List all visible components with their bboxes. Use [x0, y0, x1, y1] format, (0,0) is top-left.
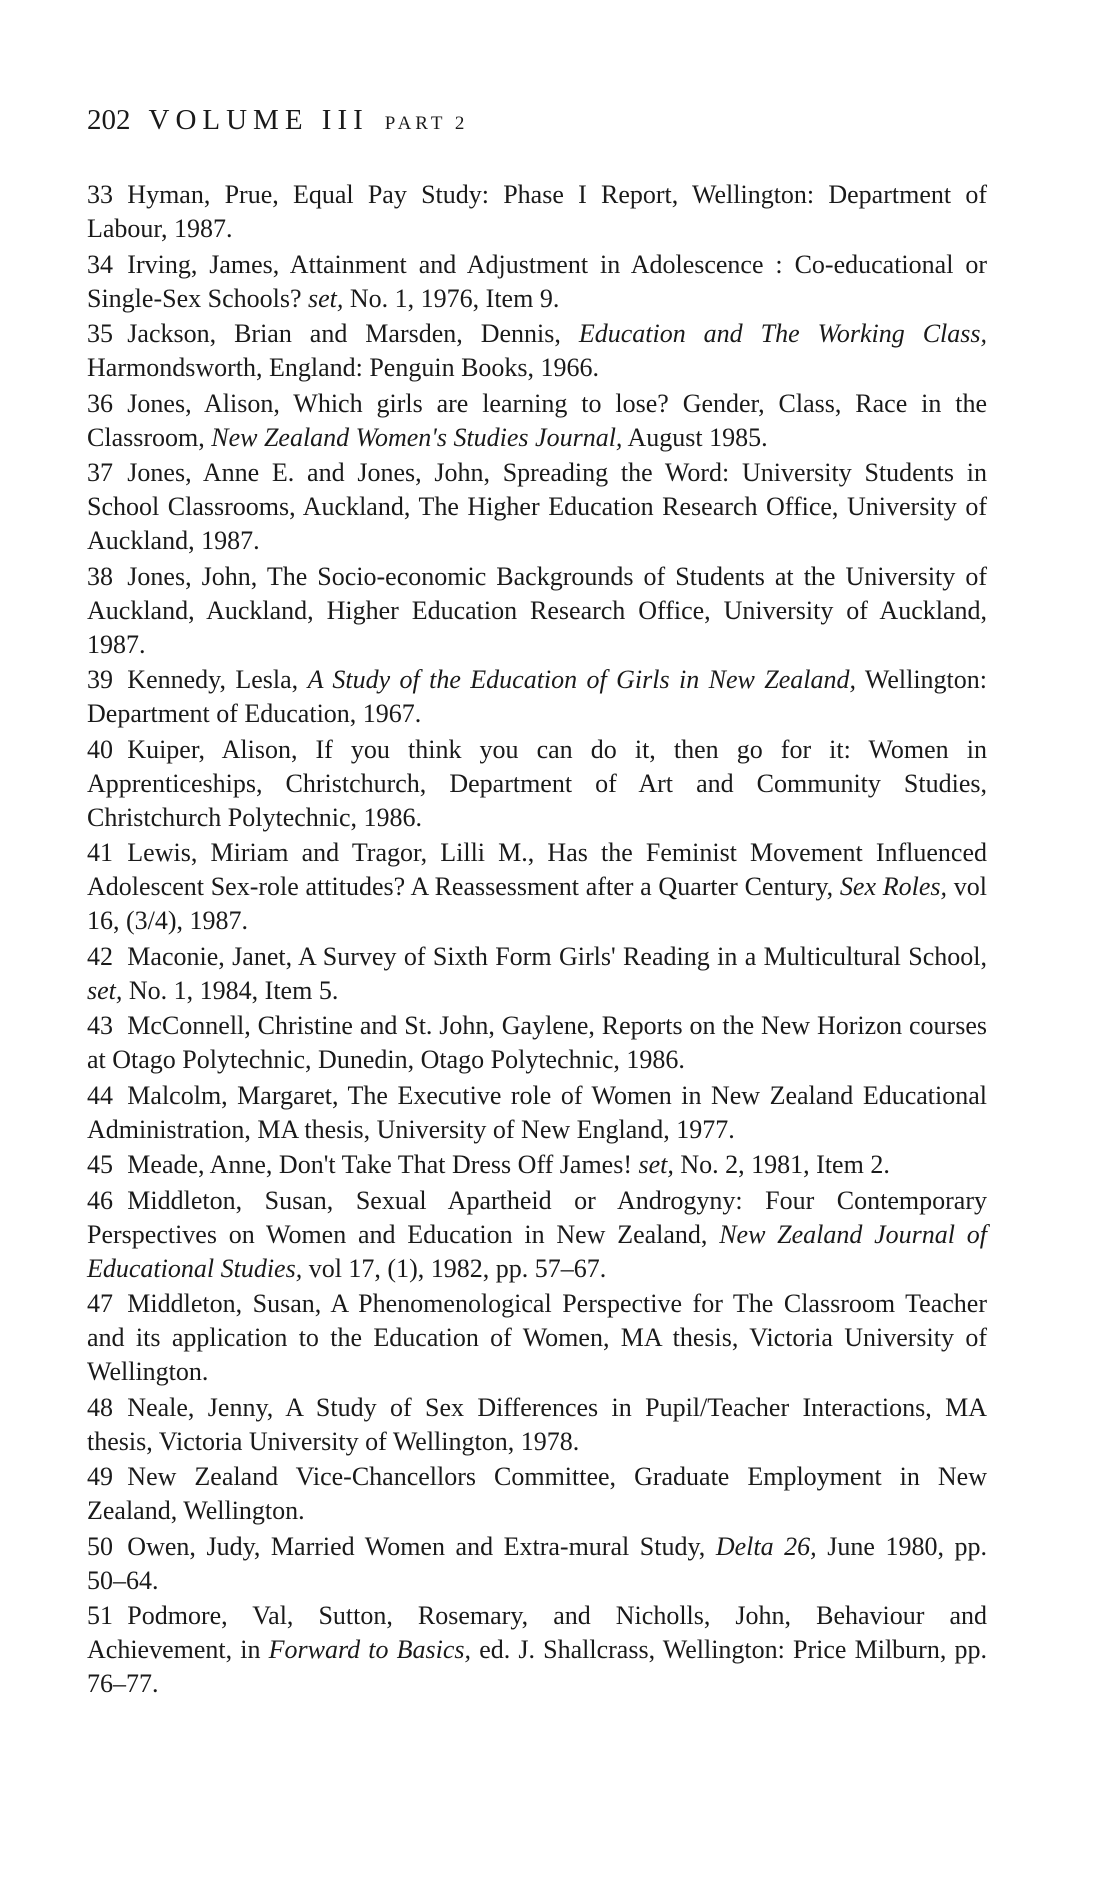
bibliography-list	[87, 178, 987, 1701]
entry-title-italic: Delta 26,	[715, 1531, 817, 1561]
entry-text: New Zealand Vice-Chancellors Committee, Graduate Employment in New Zealand, Wellington.	[87, 1462, 987, 1525]
entry-text: No. 1, 1984, Item 5.	[122, 975, 339, 1005]
bibliography-entry	[87, 733, 987, 835]
bibliography-entry	[87, 178, 987, 246]
bibliography-entry	[87, 1079, 987, 1147]
entry-title-italic: Education and The Working Class,	[578, 319, 987, 348]
running-head	[87, 100, 987, 144]
entry-title-italic: A Study of the Education of Girls in New Zealand,	[307, 665, 856, 694]
bibliography-entry	[87, 1391, 987, 1459]
entry-title-italic: New Zealand Journal of Educational Studies,	[87, 1219, 987, 1283]
entry-title-italic: set,	[638, 1150, 674, 1179]
entry-number: 34	[87, 249, 113, 279]
entry-number: 47	[87, 1289, 113, 1318]
bibliography-entry	[87, 1287, 987, 1389]
entry-text: Jones, Anne E. and Jones, John, Spreading the Word: University Students in School Classrooms, Auckland, The Higher Education Research Office, University of Auckland, 1987.	[87, 458, 987, 555]
entry-number: 33	[87, 180, 113, 209]
entry-title-italic: set,	[87, 975, 123, 1005]
entry-text: June 1980, pp. 50–64.	[87, 1531, 987, 1595]
entry-number: 45	[87, 1150, 113, 1179]
entry-text: Podmore, Val, Sutton, Rosemary, and Nicholls, John, Behaviour and Achievement, in	[87, 1601, 987, 1664]
entry-number: 42	[87, 941, 113, 971]
entry-number: 50	[87, 1531, 113, 1561]
entry-title-italic: set,	[308, 283, 344, 313]
entry-text: Wellington: Department of Education, 1967.	[87, 665, 987, 728]
entry-text: No. 1, 1976, Item 9.	[343, 283, 560, 313]
entry-text: Middleton, Susan, Sexual Apartheid or Androgyny: Four Contemporary Perspectives on Women and Education in New Zealand,	[87, 1185, 987, 1249]
bibliography-entry	[87, 1009, 987, 1077]
entry-text: Maconie, Janet, A Survey of Sixth Form Girls' Reading in a Multicultural School,	[127, 941, 987, 971]
entry-text: Malcolm, Margaret, The Executive role of Women in New Zealand Educational Administration, MA thesis, University of New England, 1977.	[87, 1080, 987, 1144]
entry-text: No. 2, 1981, Item 2.	[673, 1150, 890, 1179]
entry-number: 48	[87, 1392, 113, 1422]
entry-text: Meade, Anne, Don't Take That Dress Off James!	[127, 1150, 639, 1179]
bibliography-entry	[87, 1148, 987, 1182]
bibliography-entry	[87, 1460, 987, 1528]
entry-number: 38	[87, 561, 113, 591]
bibliography-entry	[87, 456, 987, 558]
entry-number: 35	[87, 319, 113, 348]
entry-text: Hyman, Prue, Equal Pay Study: Phase I Report, Wellington: Department of Labour, 1987.	[87, 180, 987, 243]
entry-text: vol 17, (1), 1982, pp. 57–67.	[302, 1253, 607, 1283]
bibliography-entry	[87, 248, 987, 316]
entry-text: Lewis, Miriam and Tragor, Lilli M., Has the Feminist Movement Influenced Adolescent Sex-role attitudes? A Reassessment after a Quarter Century,	[87, 838, 987, 901]
entry-number: 40	[87, 734, 113, 764]
bibliography-entry	[87, 940, 987, 1008]
entry-text: Harmondsworth, England: Penguin Books, 1966.	[87, 353, 600, 382]
bibliography-entry	[87, 387, 987, 455]
entry-number: 49	[87, 1462, 113, 1491]
entry-number: 39	[87, 665, 113, 694]
entry-number: 41	[87, 838, 113, 867]
entry-text: vol 16, (3/4), 1987.	[87, 872, 988, 935]
volume-label: VOLUME III	[148, 104, 369, 136]
entry-text: ed. J. Shallcrass, Wellington: Price Milburn, pp. 76–77.	[87, 1635, 987, 1698]
bibliography-entry	[87, 1184, 987, 1286]
page-content	[87, 100, 987, 1703]
entry-text: Jackson, Brian and Marsden, Dennis,	[127, 319, 579, 348]
entry-number: 44	[87, 1080, 113, 1110]
bibliography-entry	[87, 1599, 987, 1701]
entry-text: McConnell, Christine and St. John, Gaylene, Reports on the New Horizon courses at Otago Polytechnic, Dunedin, Otago Polytechnic, 1986.	[87, 1011, 987, 1074]
entry-text: Neale, Jenny, A Study of Sex Differences in Pupil/Teacher Interactions, MA thesis, Victoria University of Wellington, 1978.	[87, 1392, 987, 1456]
page-number: 202	[87, 104, 131, 136]
bibliography-entry	[87, 836, 987, 938]
bibliography-entry	[87, 317, 987, 385]
entry-number: 43	[87, 1011, 113, 1040]
bibliography-entry	[87, 1530, 987, 1598]
bibliography-entry	[87, 663, 987, 731]
entry-number: 37	[87, 458, 113, 487]
entry-title-italic: Forward to Basics,	[268, 1635, 472, 1664]
entry-title-italic: Sex Roles,	[839, 872, 948, 901]
bibliography-entry	[87, 560, 987, 662]
entry-text: Irving, James, Attainment and Adjustment in Adolescence : Co-educational or Single-Sex Schools?	[87, 249, 987, 313]
entry-text: Kuiper, Alison, If you think you can do it, then go for it: Women in Apprenticeships, Christchurch, Department of Art and Community Studies, Christchurch Polytechnic, 1986.	[87, 734, 987, 832]
entry-number: 46	[87, 1185, 113, 1215]
entry-text: Jones, Alison, Which girls are learning to lose? Gender, Class, Race in the Classroom,	[87, 388, 987, 452]
entry-text: Owen, Judy, Married Women and Extra-mural Study,	[127, 1531, 716, 1561]
entry-text: August 1985.	[622, 422, 768, 452]
entry-text: Kennedy, Lesla,	[127, 665, 308, 694]
entry-title-italic: New Zealand Women's Studies Journal,	[211, 422, 623, 452]
entry-number: 36	[87, 388, 113, 418]
entry-text: Jones, John, The Socio-economic Backgrounds of Students at the University of Auckland, Auckland, Higher Education Research Office, University of Auckland, 1987.	[87, 561, 987, 659]
entry-number: 51	[87, 1601, 113, 1630]
part-label: PART 2	[384, 113, 469, 134]
entry-text: Middleton, Susan, A Phenomenological Perspective for The Classroom Teacher and its application to the Education of Women, MA thesis, Victoria University of Wellington.	[87, 1289, 987, 1386]
